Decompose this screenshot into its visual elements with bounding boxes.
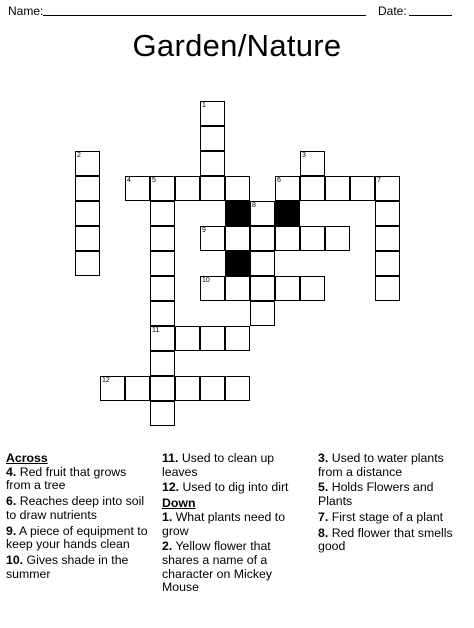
crossword-cell[interactable] <box>250 201 275 226</box>
clue-number-label: 5 <box>152 177 156 184</box>
crossword-cell[interactable] <box>75 201 100 226</box>
crossword-cell[interactable] <box>250 226 275 251</box>
clue-text: A piece of equipment to keep your hands clean <box>6 523 148 552</box>
crossword-cell[interactable] <box>125 176 150 201</box>
crossword-cell[interactable] <box>200 276 225 301</box>
clue-number-label: 9 <box>202 227 206 234</box>
crossword-cell[interactable] <box>100 376 125 401</box>
crossword-cell[interactable] <box>150 376 175 401</box>
across-heading: Across <box>6 451 48 465</box>
crossword-cell[interactable] <box>200 326 225 351</box>
down-clue-5 <box>318 481 468 508</box>
clue-text: What plants need to grow <box>162 509 286 538</box>
crossword-cell[interactable] <box>75 176 100 201</box>
clue-number-label: 3 <box>302 152 306 159</box>
crossword-cell[interactable] <box>200 176 225 201</box>
down-clue-7 <box>318 511 468 525</box>
name-label: Name: <box>8 4 44 18</box>
crossword-cell[interactable] <box>150 276 175 301</box>
crossword-cell[interactable] <box>150 201 175 226</box>
crossword-cell[interactable] <box>150 401 175 426</box>
crossword-cell[interactable] <box>175 176 200 201</box>
crossword-cell[interactable] <box>250 301 275 326</box>
crossword-cell[interactable] <box>275 226 300 251</box>
across-clue-6 <box>6 495 152 522</box>
date-label: Date: <box>378 4 407 18</box>
clue-number-label: 12 <box>102 377 110 384</box>
black-square <box>275 201 300 226</box>
crossword-cell[interactable] <box>325 226 350 251</box>
clue-number-label: 6 <box>277 177 281 184</box>
clue-number-label: 1 <box>202 102 206 109</box>
down-heading: Down <box>162 496 196 511</box>
clue-text: Red flower that smells good <box>318 525 453 554</box>
clue-number-label: 10 <box>202 277 210 284</box>
crossword-cell[interactable] <box>225 376 250 401</box>
crossword-cell[interactable] <box>300 276 325 301</box>
crossword-cell[interactable] <box>125 376 150 401</box>
clue-number-label: 2 <box>77 152 81 159</box>
clue-text: Gives shade in the summer <box>6 552 129 581</box>
crossword-cell[interactable] <box>275 176 300 201</box>
crossword-cell[interactable] <box>200 101 225 126</box>
clue-number: 9. <box>6 523 17 538</box>
black-square <box>225 201 250 226</box>
clue-number-label: 11 <box>152 327 160 334</box>
crossword-cell[interactable] <box>200 226 225 251</box>
clue-number-label: 7 <box>377 177 381 184</box>
clue-number-label: 4 <box>127 177 131 184</box>
clue-column-1 <box>6 452 152 583</box>
crossword-cell[interactable] <box>175 326 200 351</box>
crossword-cell[interactable] <box>300 176 325 201</box>
crossword-cell[interactable] <box>225 326 250 351</box>
crossword-cell[interactable] <box>175 376 200 401</box>
crossword-cell[interactable] <box>375 201 400 226</box>
clue-number: 10. <box>6 552 24 567</box>
clue-text: Reaches deep into soil to draw nutrients <box>6 494 145 522</box>
down-clue-1 <box>162 511 308 538</box>
crossword-cell[interactable] <box>150 251 175 276</box>
clue-text: Yellow flower that shares a name of a character on Mickey Mouse <box>162 539 273 595</box>
clue-number: 3. <box>318 451 329 465</box>
crossword-cell[interactable] <box>75 226 100 251</box>
page-title: Garden/Nature <box>132 28 342 63</box>
clue-text: Holds Flowers and Plants <box>318 480 434 509</box>
crossword-cell[interactable] <box>200 151 225 176</box>
down-clue-8 <box>318 527 468 554</box>
clue-column-2 <box>162 452 308 597</box>
crossword-cell[interactable] <box>250 251 275 276</box>
down-clue-2 <box>162 540 308 595</box>
crossword-cell[interactable] <box>225 176 250 201</box>
clue-number-label: 8 <box>252 202 256 209</box>
clue-text: Used to clean up leaves <box>162 451 275 479</box>
clue-number: 12. <box>162 480 180 495</box>
crossword-cell[interactable] <box>200 376 225 401</box>
clue-text: Red fruit that grows from a tree <box>6 464 127 493</box>
crossword-cell[interactable] <box>150 301 175 326</box>
clue-number: 8. <box>318 525 329 540</box>
crossword-cell[interactable] <box>150 226 175 251</box>
down-clue-3 <box>318 452 468 479</box>
crossword-cell[interactable] <box>150 326 175 351</box>
clue-text: Used to dig into dirt <box>182 480 289 495</box>
crossword-cell[interactable] <box>375 226 400 251</box>
crossword-cell[interactable] <box>375 176 400 201</box>
across-clue-11 <box>162 452 308 479</box>
crossword-cell[interactable] <box>250 276 275 301</box>
clue-text: Used to water plants from a distance <box>318 451 444 479</box>
clue-number: 5. <box>318 480 329 495</box>
crossword-cell[interactable] <box>225 276 250 301</box>
crossword-cell[interactable] <box>300 226 325 251</box>
clue-number: 4. <box>6 464 17 479</box>
crossword-cell[interactable] <box>275 276 300 301</box>
clue-number: 7. <box>318 509 329 524</box>
clue-text: First stage of a plant <box>331 509 444 524</box>
across-clue-9 <box>6 525 152 552</box>
clue-number: 11. <box>162 451 179 465</box>
across-clue-12 <box>162 481 308 495</box>
crossword-cell[interactable] <box>75 151 100 176</box>
crossword-cell[interactable] <box>300 151 325 176</box>
crossword-cell[interactable] <box>325 176 350 201</box>
crossword-cell[interactable] <box>350 176 375 201</box>
crossword-cell[interactable] <box>375 276 400 301</box>
black-square <box>225 251 250 276</box>
crossword-cell[interactable] <box>75 251 100 276</box>
clue-number: 1. <box>162 509 173 524</box>
crossword-cell[interactable] <box>150 351 175 376</box>
clue-number: 2. <box>162 539 173 554</box>
crossword-cell[interactable] <box>150 176 175 201</box>
crossword-cell[interactable] <box>375 251 400 276</box>
clue-column-3 <box>318 452 468 556</box>
across-clue-10 <box>6 554 152 581</box>
crossword-cell[interactable] <box>200 126 225 151</box>
clue-number: 6. <box>6 494 17 509</box>
crossword-cell[interactable] <box>225 226 250 251</box>
across-clue-4 <box>6 466 152 493</box>
